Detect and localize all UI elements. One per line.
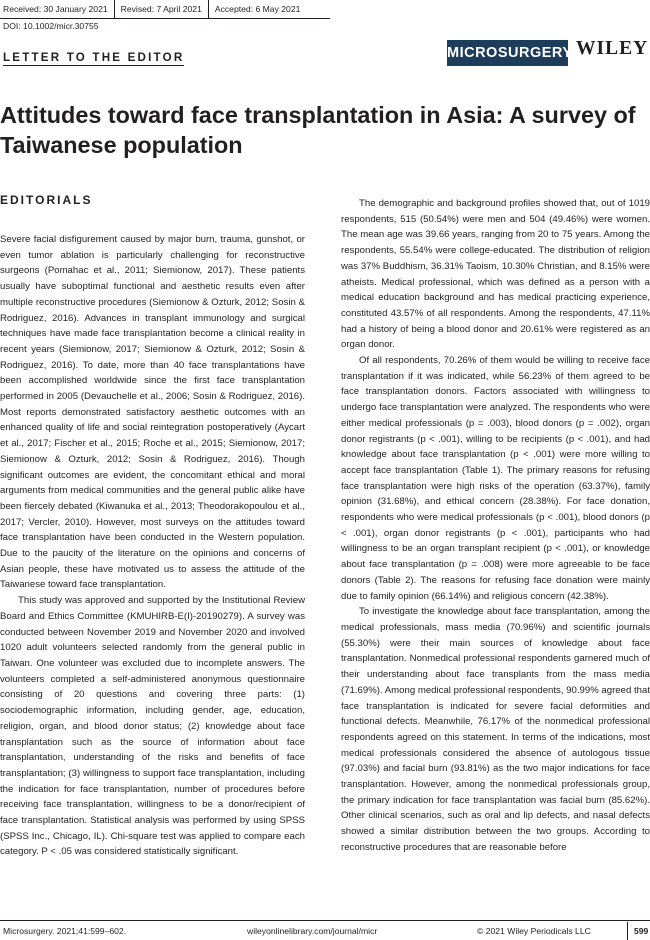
section-tag: LETTER TO THE EDITOR: [3, 51, 185, 64]
journal-url[interactable]: wileyonlinelibrary.com/journal/micr: [247, 926, 378, 936]
journal-logo: MICROSURGERY: [447, 40, 568, 66]
page-footer: [0, 920, 650, 940]
accepted-date: Accepted: 6 May 2021: [214, 4, 301, 14]
revised-date: Revised: 7 April 2021: [115, 0, 209, 18]
doi[interactable]: DOI: 10.1002/micr.30755: [3, 21, 99, 31]
body-column-left: [0, 232, 305, 860]
received-date: Received: 30 January 2021: [0, 0, 115, 18]
page-number: 599: [627, 922, 648, 940]
body-column-right: [341, 196, 650, 856]
copyright: © 2021 Wiley Periodicals LLC: [477, 926, 591, 936]
section-heading: EDITORIALS: [0, 193, 93, 207]
paragraph: To investigate the knowledge about face transplantation, among the medical professionals, mass media (70.96%) and scientific journals (55.30%) were their main sources of knowledge about face transplantation. Nonmedical professional respondents garnered much of their understanding about face transplants from the mass media (71.69%). Among medical professional respondents, 90.99% agreed that face transplantation is indicated for severe facial deformities and functional defects. Meanwhile, 76.17% of the nonmedical professional respondents agreed on this statement. In terms of the indications, most medical professionals considered the absence of autologous tissue (97.03%) and facial burn (93.81%) as the two major indications for face transplantation. However, among the nonmedical professionals group, the primary indication for face transplantation was facial burn (85.62%). Other clinical scenarios, such as oral and lip defects, and nasal defects showed a similar distribution between the two groups. According to reconstructive procedures that are reasonable before: [341, 606, 650, 853]
paragraph: Severe facial disfigurement caused by major burn, trauma, gunshot, or even tumor ablation is particularly challenging for reconstructive surgeons (Pomahac et al., 2011; Siemionow, 2017). These patients usually have suboptimal functional and aesthetic results even after multiple reconstructive procedures (Siemionow & Ozturk, 2012; Sosin & Rodriguez, 2016). Advances in transplant immunology and surgical techniques have made face transplantation become a clinical reality in recent years (Siemionow, 2017; Siemionow & Ozturk, 2012; Sosin & Rodriguez, 2016). To date, more than 40 face transplantations have been accomplished worldwide since the first face transplantation performed in 2005 (Devauchelle et al., 2006; Sosin & Rodriguez, 2016). Most reports demonstrated satisfactory aesthetic outcomes with an enhanced quality of life and social reintegration postoperatively (Aycart et al., 2017; Fischer et al., 2015; Roche et al., 2015; Siemionow, 2017; Siemionow & Ozturk, 2012; Sosin & Rodriguez, 2016). Though significant outcomes are evident, the concomitant ethical and moral arguments from medical communities and the general public alike have been fiercely debated (Kiwanuka et al., 2013; Theodorakopoulou et al., 2017; Vercler, 2010). However, most surveys on the attitudes toward face transplantation have been conducted in the Western population. Due to the paucity of the literature on the opinions and concerns of Asian people, these have motivated us to assess the attitude of the Taiwanese toward face transplantation.: [0, 234, 305, 591]
paragraph: Of all respondents, 70.26% of them would be willing to receive face transplantation if it was indicated, while 56.23% of them agreed to be face transplantation donors. Factors associated with willingness to undergo face transplantation were analyzed. The respondents who were either medical professionals (p = .003), blood donors (p = .002), organ donor registrants (p < .001), willing to be recipients (p < .001), and had knowledge about face transplantation (p < .001) were more willing to accept face transplantation (Table 1). The primary reasons for refusing face transplantation were high risks of the operation (63.37%), family opinion (31.68%), and ethical concern (28.38%). For face donation, respondents who were medical professionals (p < .001), blood donors (p < .001), organ donor registrants (p < .001), participants who had willingness to be an organ transplant recipient (p < .001), or knowledge about face transplantation (p = .008) were more agreeable to be face donors (Table 2). The reasons for refusing face donation were mainly due to family opinion (66.14%) and religious concern (42.38%).: [341, 355, 650, 602]
paragraph: The demographic and background profiles showed that, out of 1019 respondents, 515 (50.54%) were men and 504 (49.46%) were women. The mean age was 39.66 years, ranging from 20 to 75 years. Among the respondents, 55.54% were college-educated. The distribution of religion was 37% Buddhism, 36.31% Taoism, 10.30% Christian, and 8.15% were atheists. Medical professional, which was defined as a person with a medical education background and has medical practicing experience, constituted 43.57% of all respondents. Among the respondents, 47.11% had a history of being a blood donor and 20.61% were registered as an organ donor.: [341, 198, 650, 351]
paragraph: This study was approved and supported by the Institutional Review Board and Ethics Committee (KMUHIRB-E(I)-20190279). A survey was conducted between November 2019 and November 2020 and involved 1020 adult volunteers selected randomly from the general public in Taiwan. One volunteer was excluded due to incomplete answers. The volunteers completed a self-administered anonymous questionnaire consisting of 20 questions and covering three parts: (1) sociodemographic information, including gender, age, education, religion, organ, and blood donor status; (2) knowledge about face transplantation such as the source of information about face transplantation, understanding of the risks and benefits of face transplantation; (3) willingness to support face transplantation, including the indication for face transplantation, number of procedures before receiving face transplantation, willingness to be a donor/recipient of face transplantation. Statistical analysis was performed by using SPSS (SPSS Inc., Chicago, IL). Chi-square test was applied to compare each category. P < .05 was considered statistically significant.: [0, 595, 305, 858]
history-dates: [0, 0, 330, 19]
article-title: Attitudes toward face transplantation in Asia: A survey of Taiwanese population: [0, 102, 636, 158]
publisher-logo: WILEY: [576, 38, 649, 59]
citation: Microsurgery. 2021;41:599–602.: [3, 926, 127, 936]
